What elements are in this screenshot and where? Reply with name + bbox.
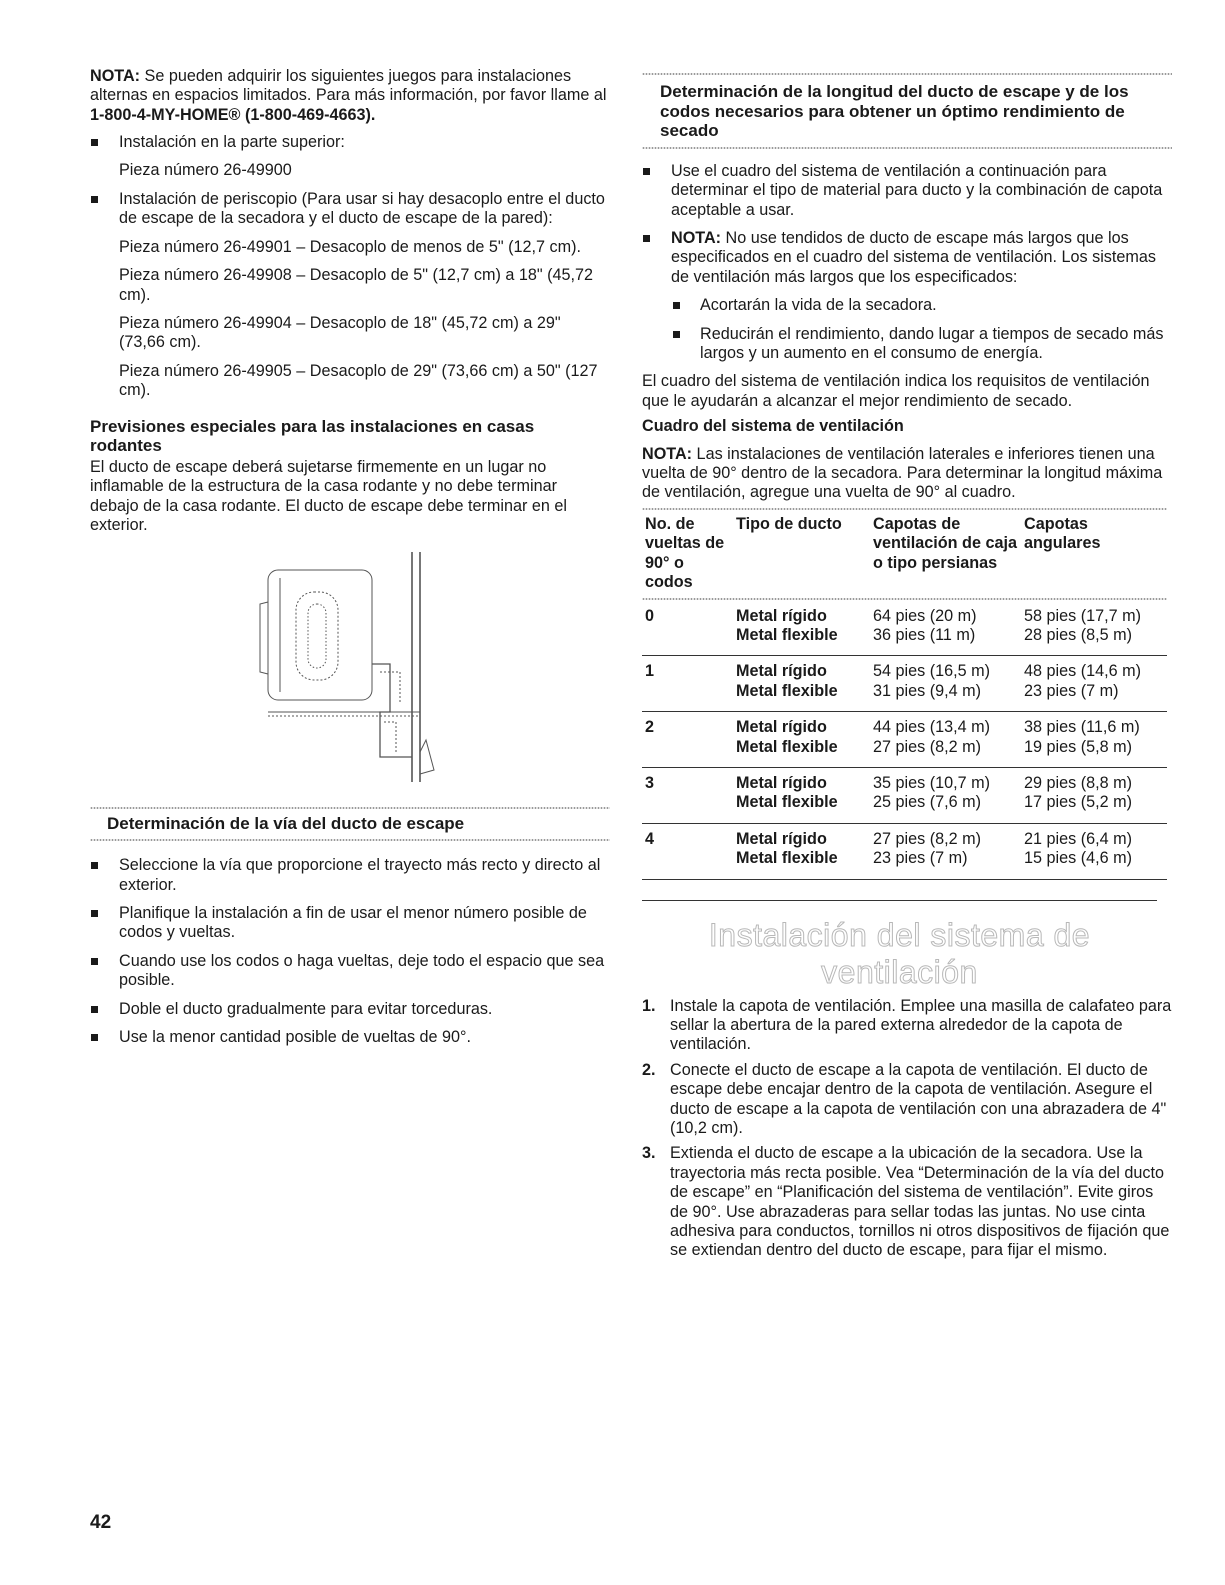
length-bullet-1: Use el cuadro del sistema de ventilación a continuación para determinar el tipo de material para ducto y la combinación de capota aceptable a usar. — [642, 162, 1172, 220]
table-cell-types — [733, 823, 870, 879]
table-cell-types-line: Metal flexible — [736, 625, 838, 644]
step-1 — [642, 997, 1172, 1055]
step-2-number: 2. — [642, 1060, 656, 1079]
route-heading-rule-bottom — [90, 838, 610, 842]
route-heading: Determinación de la vía del ducto de escape — [107, 813, 465, 833]
table-cell-types-line: Metal rígido — [736, 606, 827, 625]
periscope-part-4: Pieza número 26-49905 – Desacoplo de 29" (73,66 cm) a 50" (127 cm). — [119, 361, 598, 400]
table-cell-box-line: 27 pies (8,2 m) — [873, 829, 981, 848]
table-row — [642, 823, 1167, 879]
table-cell-types-line: Metal flexible — [736, 737, 838, 756]
table-cell-box-line: 54 pies (16,5 m) — [873, 662, 990, 681]
step-3-text: Extienda el ducto de escape a la ubicación de la secadora. Use la trayectoria más recta posible. Vea “Determinación de la vía del ducto de escape” en “Planificación del sistema de ventilación”. Evite giros de 90°. Use abrazaderas para sellar todas las juntas. No use cinta adhesiva para conductos, tornillos ni otros dispositivos de fijación que se extiendan dentro del ducto de escape, para fijar el mismo. — [670, 1144, 1170, 1260]
table-cell-angled-line: 17 pies (5,2 m) — [1024, 793, 1132, 812]
table-row — [642, 712, 1167, 768]
table-cell-angled — [1021, 656, 1167, 712]
table-cell-box — [870, 656, 1021, 712]
table-cell-box — [870, 823, 1021, 879]
table-cell-box — [870, 601, 1021, 656]
periscope-duct — [372, 664, 412, 757]
nota-phone: 1-800-4-MY-HOME® (1-800-469-4663). — [90, 105, 376, 124]
step-3 — [642, 1144, 1172, 1260]
length-heading-rule-top — [642, 72, 1172, 76]
table-cell-types-line: Metal rígido — [736, 662, 827, 681]
chart-nota-label: NOTA: — [642, 444, 693, 463]
dryer-door-window — [296, 592, 338, 680]
table-cell-box-line: 64 pies (20 m) — [873, 606, 977, 625]
periscope-part-3: Pieza número 26-49904 – Desacoplo de 18" (45,72 cm) a 29" (73,66 cm). — [119, 314, 561, 352]
mobile-home-heading: Previsiones especiales para las instalaciones en casas rodantes — [90, 416, 535, 456]
step-2 — [642, 1061, 1172, 1139]
route-bullet-2: Planifique la instalación a fin de usar el menor número posible de codos y vueltas. — [90, 904, 610, 943]
table-cell-box-line: 44 pies (13,4 m) — [873, 718, 990, 737]
install-heading: Instalación del sistema de ventilación — [708, 916, 1091, 990]
table-row — [642, 601, 1167, 656]
length-heading-rule-bottom — [642, 146, 1172, 150]
table-cell-turns: 2 — [642, 712, 733, 768]
length-sub-bullet-2: Reducirán el rendimiento, dando lugar a tiempos de secado más largos y un aumento en el consumo de energía. — [642, 325, 1172, 364]
top-install-part: Pieza número 26-49900 — [119, 160, 292, 179]
table-cell-types — [733, 656, 870, 712]
chart-title: Cuadro del sistema de ventilación — [642, 417, 904, 436]
table-cell-box-line: 25 pies (7,6 m) — [873, 793, 981, 812]
table-cell-angled-line: 23 pies (7 m) — [1024, 681, 1119, 700]
table-cell-turns: 0 — [642, 601, 733, 656]
table-cell-box-line: 27 pies (8,2 m) — [873, 737, 981, 756]
table-body — [642, 601, 1167, 880]
table-cell-angled — [1021, 823, 1167, 879]
nota-label: NOTA: — [90, 67, 141, 85]
table-cell-types-line: Metal rígido — [736, 718, 827, 737]
table-cell-types — [733, 601, 870, 656]
table-cell-box-line: 31 pies (9,4 m) — [873, 681, 981, 700]
table-cell-types-line: Metal rígido — [736, 829, 827, 848]
route-bullet-4: Doble el ducto gradualmente para evitar torceduras. — [90, 1000, 610, 1019]
table-cell-angled-line: 15 pies (4,6 m) — [1024, 849, 1132, 868]
top-install-bullet: Instalación en la parte superior: — [90, 133, 610, 152]
table-cell-box-line: 36 pies (11 m) — [873, 625, 976, 644]
table-cell-angled-line: 28 pies (8,5 m) — [1024, 625, 1132, 644]
left-column — [90, 0, 610, 1047]
table-cell-angled-line: 19 pies (5,8 m) — [1024, 737, 1132, 756]
table-row — [642, 656, 1167, 712]
table-cell-types-line: Metal rígido — [736, 773, 827, 792]
step-1-text: Instale la capota de ventilación. Emplee una masilla de calafateo para sellar la abertura de la pared externa alrededor de la capota de ventilación. — [670, 996, 1172, 1054]
dryer-body — [268, 570, 372, 700]
install-rule — [642, 900, 1157, 901]
table-cell-turns: 1 — [642, 656, 733, 712]
step-1-number: 1. — [642, 996, 656, 1015]
table-header-row — [642, 511, 1167, 597]
table-cell-angled-line: 48 pies (14,6 m) — [1024, 662, 1141, 681]
mobile-home-text: El ducto de escape deberá sujetarse firmemente en un lugar no inflamable de la estructura de la casa rodante y no debe terminar debajo de la casa rodante. El ducto de escape debe terminar en el exterior. — [90, 457, 567, 535]
table-cell-angled — [1021, 712, 1167, 768]
route-bullet-1: Seleccione la vía que proporcione el trayecto más recto y directo al exterior. — [90, 856, 610, 895]
table-cell-angled-line: 58 pies (17,7 m) — [1024, 606, 1141, 625]
step-3-number: 3. — [642, 1144, 656, 1163]
length-bullet-2-text: No use tendidos de ducto de escape más largos que los especificados en el cuadro del sistema de ventilación. Los sistemas de ventilación más largos que los especificados: — [671, 229, 1156, 286]
table-cell-box-line: 35 pies (10,7 m) — [873, 773, 990, 792]
page-number: 42 — [90, 1512, 112, 1533]
periscope-bullet: Instalación de periscopio (Para usar si hay desacoplo entre el ducto de escape de la secadora y el ducto de escape de la pared): — [90, 190, 610, 229]
route-bullet-3: Cuando use los codos o haga vueltas, deje todo el espacio que sea posible. — [90, 952, 610, 991]
table-cell-types — [733, 712, 870, 768]
table-row — [642, 767, 1167, 823]
table-cell-types-line: Metal flexible — [736, 681, 838, 700]
table-cell-angled — [1021, 601, 1167, 656]
col-header-box-hood: Capotas de ventilación de caja o tipo persianas — [873, 514, 1017, 572]
table-cell-types-line: Metal flexible — [736, 793, 838, 812]
nota-paragraph — [90, 67, 610, 125]
chart-intro: El cuadro del sistema de ventilación indica los requisitos de ventilación que le ayudarán a alcanzar el mejor rendimiento de secado. — [642, 372, 1150, 410]
table-cell-turns: 4 — [642, 823, 733, 879]
table-cell-angled — [1021, 767, 1167, 823]
vent-hood — [420, 740, 434, 774]
chart-nota-text: Las instalaciones de ventilación laterales e inferiores tienen una vuelta de 90° dentro de la secadora. Para determinar la longitud máxima de ventilación, agregue una vuelta de 90° al cuadro. — [642, 444, 1163, 502]
length-bullet-2-label: NOTA: — [671, 229, 722, 247]
periscope-part-2: Pieza número 26-49908 – Desacoplo de 5" (12,7 cm) a 18" (45,72 cm). — [119, 266, 594, 304]
table-cell-angled-line: 21 pies (6,4 m) — [1024, 829, 1132, 848]
table-cell-box — [870, 712, 1021, 768]
table-cell-angled-line: 38 pies (11,6 m) — [1024, 718, 1140, 737]
table-cell-box — [870, 767, 1021, 823]
table-cell-angled-line: 29 pies (8,8 m) — [1024, 773, 1132, 792]
step-2-text: Conecte el ducto de escape a la capota de ventilación. El ducto de escape debe encajar dentro de la capota de ventilación. Asegure el ducto de escape a la capota de ventilación con una abrazadera de 4" (10,2 cm). — [670, 1060, 1167, 1137]
table-cell-types-line: Metal flexible — [736, 849, 838, 868]
col-header-angled-hood: Capotas angulares — [1024, 514, 1101, 553]
route-heading-rule-top — [90, 806, 610, 810]
periscope-part-1: Pieza número 26-49901 – Desacoplo de menos de 5" (12,7 cm). — [119, 237, 581, 256]
vent-system-table — [642, 511, 1167, 880]
nota-text: Se pueden adquirir los siguientes juegos para instalaciones alternas en espacios limitados. Para más información, por favor llame al — [90, 67, 607, 105]
length-sub-bullet-1: Acortarán la vida de la secadora. — [642, 296, 1172, 315]
dryer-vent-illustration — [90, 552, 610, 792]
col-header-duct-type: Tipo de ducto — [736, 514, 842, 533]
table-cell-turns: 3 — [642, 767, 733, 823]
route-bullet-5: Use la menor cantidad posible de vueltas de 90°. — [90, 1028, 610, 1047]
dryer-door-inner — [308, 604, 326, 668]
length-heading: Determinación de la longitud del ducto de escape y de los codos necesarios para obtener un óptimo rendimiento de secado — [660, 82, 1129, 141]
right-column — [642, 0, 1172, 1261]
chart-nota — [642, 445, 1172, 503]
table-cell-types — [733, 767, 870, 823]
length-bullet-2 — [642, 229, 1172, 287]
dryer-door-edge — [260, 578, 280, 692]
table-cell-box-line: 23 pies (7 m) — [873, 849, 968, 868]
col-header-turns: No. de vueltas de 90° o codos — [645, 514, 725, 592]
